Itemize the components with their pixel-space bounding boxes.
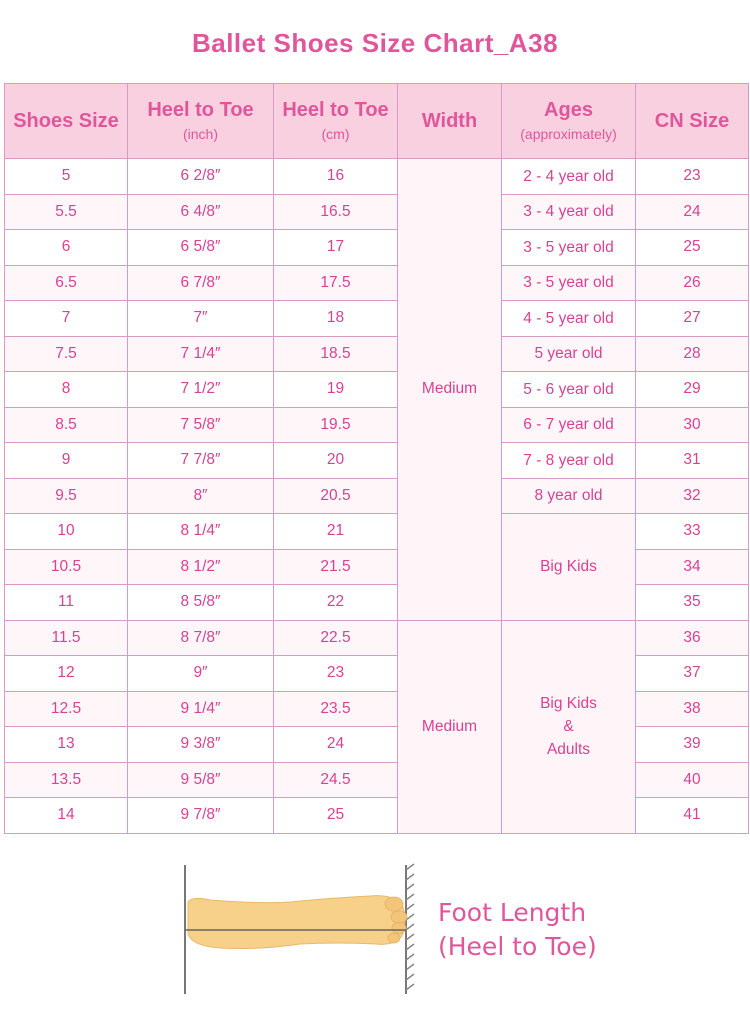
cell-shoe-size: 10 <box>5 514 128 550</box>
table-row <box>5 443 749 479</box>
cell-heel-to-toe-inch: 9 7/8″ <box>128 798 274 834</box>
cell-shoe-size: 7.5 <box>5 336 128 372</box>
cell-heel-to-toe-inch: 8 7/8″ <box>128 620 274 656</box>
cell-cn-size: 35 <box>636 585 749 621</box>
ages-label-line: Big Kids <box>540 558 597 576</box>
ages-label-line: Big Kids <box>540 695 597 712</box>
cell-shoe-size: 14 <box>5 798 128 834</box>
cell-heel-to-toe-cm: 21.5 <box>274 549 398 585</box>
header-heel-to-toe-inch: Heel to Toe (inch) <box>128 84 274 159</box>
cell-heel-to-toe-inch: 6 4/8″ <box>128 194 274 230</box>
cell-cn-size: 40 <box>636 762 749 798</box>
table-row <box>5 301 749 337</box>
cell-heel-to-toe-cm: 22 <box>274 585 398 621</box>
foot-icon <box>180 862 420 997</box>
cell-heel-to-toe-inch: 7 5/8″ <box>128 407 274 443</box>
table-row <box>5 727 749 763</box>
header-width: Width <box>398 84 502 159</box>
cell-ages <box>502 443 636 479</box>
cell-heel-to-toe-inch: 6 7/8″ <box>128 265 274 301</box>
cell-heel-to-toe-inch: 8″ <box>128 478 274 514</box>
ages-label-line: 5 year old <box>534 345 603 363</box>
cell-heel-to-toe-inch: 9 1/4″ <box>128 691 274 727</box>
cell-ages <box>502 265 636 301</box>
header-cn-size: CN Size <box>636 84 749 159</box>
cell-heel-to-toe-inch: 9″ <box>128 656 274 692</box>
cell-width: Medium <box>398 159 502 621</box>
cell-cn-size: 39 <box>636 727 749 763</box>
cell-shoe-size: 6 <box>5 230 128 266</box>
cell-cn-size: 27 <box>636 301 749 337</box>
cell-shoe-size: 13 <box>5 727 128 763</box>
cell-shoe-size: 9.5 <box>5 478 128 514</box>
cell-cn-size: 30 <box>636 407 749 443</box>
cell-heel-to-toe-cm: 20 <box>274 443 398 479</box>
header-ages: Ages (approximately) <box>502 84 636 159</box>
cell-cn-size: 28 <box>636 336 749 372</box>
cell-cn-size: 36 <box>636 620 749 656</box>
cell-heel-to-toe-inch: 8 1/2″ <box>128 549 274 585</box>
foot-diagram <box>180 862 420 997</box>
ages-label-line: & <box>563 718 574 735</box>
cell-shoe-size: 5.5 <box>5 194 128 230</box>
ages-label-line: 5 - 6 year old <box>523 380 614 398</box>
header-shoes-size: Shoes Size <box>5 84 128 159</box>
cell-heel-to-toe-inch: 7″ <box>128 301 274 337</box>
cell-shoe-size: 11.5 <box>5 620 128 656</box>
table-row <box>5 549 749 585</box>
cell-ages <box>502 336 636 372</box>
page-title: Ballet Shoes Size Chart_A38 <box>191 28 559 58</box>
table-row <box>5 585 749 621</box>
cell-heel-to-toe-inch: 6 5/8″ <box>128 230 274 266</box>
cell-heel-to-toe-cm: 16 <box>274 159 398 195</box>
ages-label-line: Adults <box>546 741 591 758</box>
cell-cn-size: 38 <box>636 691 749 727</box>
ages-label-line: 6 - 7 year old <box>523 416 614 434</box>
cell-heel-to-toe-inch: 7 1/2″ <box>128 372 274 408</box>
cell-cn-size: 37 <box>636 656 749 692</box>
cell-heel-to-toe-inch: 9 5/8″ <box>128 762 274 798</box>
table-body <box>5 159 749 834</box>
cell-heel-to-toe-inch: 8 1/4″ <box>128 514 274 550</box>
cell-shoe-size: 7 <box>5 301 128 337</box>
header-heel-to-toe-cm: Heel to Toe (cm) <box>274 84 398 159</box>
table-row <box>5 372 749 408</box>
table-header-row <box>5 84 749 159</box>
table-row <box>5 620 749 656</box>
cell-shoe-size: 8.5 <box>5 407 128 443</box>
ages-label-line: 7 - 8 year old <box>523 451 614 469</box>
cell-heel-to-toe-cm: 23 <box>274 656 398 692</box>
cell-heel-to-toe-inch: 8 5/8″ <box>128 585 274 621</box>
cell-cn-size: 31 <box>636 443 749 479</box>
caption-line-1: Foot Length <box>438 898 587 927</box>
table-row <box>5 691 749 727</box>
cell-shoe-size: 8 <box>5 372 128 408</box>
cell-shoe-size: 12 <box>5 656 128 692</box>
cell-heel-to-toe-inch: 7 1/4″ <box>128 336 274 372</box>
cell-heel-to-toe-cm: 18.5 <box>274 336 398 372</box>
cell-shoe-size: 5 <box>5 159 128 195</box>
cell-cn-size: 32 <box>636 478 749 514</box>
cell-cn-size: 25 <box>636 230 749 266</box>
cell-shoe-size: 9 <box>5 443 128 479</box>
cell-cn-size: 33 <box>636 514 749 550</box>
cell-heel-to-toe-cm: 19.5 <box>274 407 398 443</box>
cell-shoe-size: 13.5 <box>5 762 128 798</box>
cell-heel-to-toe-cm: 16.5 <box>274 194 398 230</box>
cell-cn-size: 34 <box>636 549 749 585</box>
cell-heel-to-toe-cm: 17.5 <box>274 265 398 301</box>
cell-heel-to-toe-cm: 18 <box>274 301 398 337</box>
cell-heel-to-toe-cm: 23.5 <box>274 691 398 727</box>
ages-label-line: 3 - 5 year old <box>523 274 614 292</box>
cell-cn-size: 24 <box>636 194 749 230</box>
cell-cn-size: 26 <box>636 265 749 301</box>
ages-label-line: 2 - 4 year old <box>523 167 614 185</box>
cell-heel-to-toe-inch: 6 2/8″ <box>128 159 274 195</box>
cell-heel-to-toe-cm: 24 <box>274 727 398 763</box>
table-row <box>5 265 749 301</box>
cell-shoe-size: 6.5 <box>5 265 128 301</box>
cell-shoe-size: 10.5 <box>5 549 128 585</box>
cell-ages <box>502 514 636 621</box>
cell-ages <box>502 159 636 195</box>
table-row <box>5 230 749 266</box>
cell-cn-size: 23 <box>636 159 749 195</box>
ages-label-line: 8 year old <box>534 487 603 505</box>
ages-label-line: 4 - 5 year old <box>523 309 614 327</box>
table-row <box>5 336 749 372</box>
table-row <box>5 762 749 798</box>
foot-length-caption <box>438 896 597 964</box>
size-chart-table <box>4 83 749 834</box>
table-row <box>5 159 749 195</box>
cell-shoe-size: 11 <box>5 585 128 621</box>
table-row <box>5 656 749 692</box>
cell-cn-size: 29 <box>636 372 749 408</box>
cell-heel-to-toe-cm: 19 <box>274 372 398 408</box>
cell-ages <box>502 407 636 443</box>
table-row <box>5 407 749 443</box>
caption-line-2: (Heel to Toe) <box>438 932 597 961</box>
table-row <box>5 514 749 550</box>
table-row <box>5 478 749 514</box>
cell-heel-to-toe-cm: 21 <box>274 514 398 550</box>
cell-ages <box>502 301 636 337</box>
cell-cn-size: 41 <box>636 798 749 834</box>
cell-shoe-size: 12.5 <box>5 691 128 727</box>
cell-heel-to-toe-inch: 9 3/8″ <box>128 727 274 763</box>
cell-ages <box>502 230 636 266</box>
cell-heel-to-toe-cm: 25 <box>274 798 398 834</box>
cell-ages <box>502 620 636 833</box>
cell-heel-to-toe-inch: 7 7/8″ <box>128 443 274 479</box>
cell-heel-to-toe-cm: 24.5 <box>274 762 398 798</box>
cell-ages <box>502 194 636 230</box>
cell-ages <box>502 478 636 514</box>
cell-width: Medium <box>398 620 502 833</box>
table-row <box>5 194 749 230</box>
cell-heel-to-toe-cm: 17 <box>274 230 398 266</box>
cell-ages <box>502 372 636 408</box>
ages-label-line: 3 - 4 year old <box>523 203 614 221</box>
table-row <box>5 798 749 834</box>
cell-heel-to-toe-cm: 22.5 <box>274 620 398 656</box>
ages-label-line: 3 - 5 year old <box>523 238 614 256</box>
cell-heel-to-toe-cm: 20.5 <box>274 478 398 514</box>
